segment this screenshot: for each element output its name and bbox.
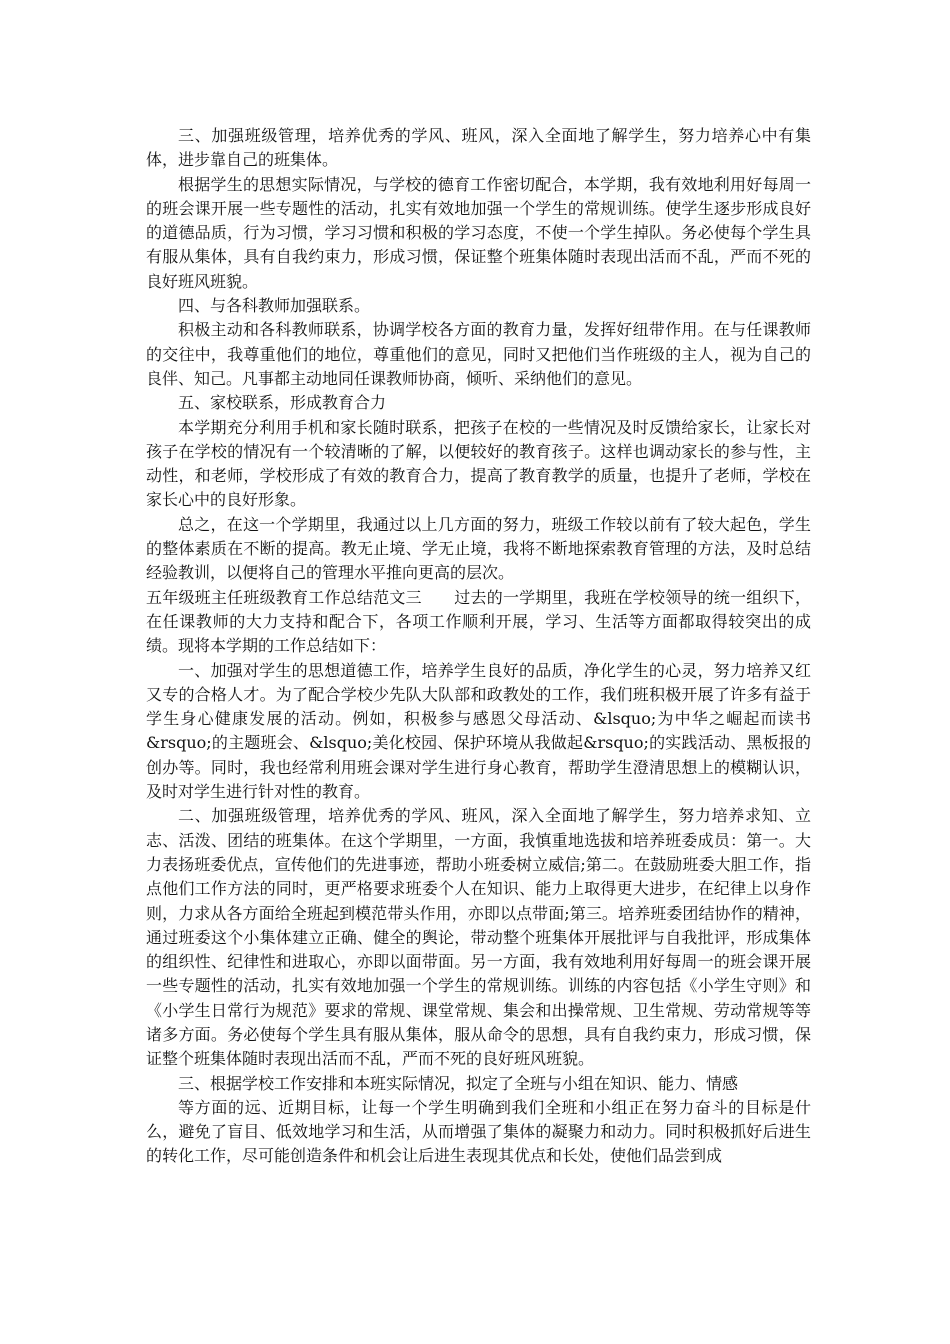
paragraph-sample-3-title: 五年级班主任班级教育工作总结范文三 过去的一学期里，我班在学校领导的统一组织下，在任课教师的大力支持和配合下，各项工作顺利开展，学习、生活等方面都取得较突出的成绩。现将本学期的工作总结如下： xyxy=(146,587,811,656)
paragraph-sample-3-part-3-heading: 三、根据学校工作安排和本班实际情况，拟定了全班与小组在知识、能力、情感 xyxy=(178,1073,739,1093)
document-body xyxy=(146,124,811,1169)
paragraph-sample-3-part-1: 一、加强对学生的思想道德工作，培养学生良好的品质，净化学生的心灵，努力培养又红又专的合格人才。为了配合学校少先队大队部和政教处的工作，我们班积极开展了许多有益于学生身心健康发展的活动。例如，积极参与感恩父母活动、&lsquo;为中华之崛起而读书&rsquo;的主题班会、&lsquo;美化校园、保护环境从我做起&rsquo;的实践活动、黑板报的创办等。同时，我也经常利用班会课对学生进行身心教育，帮助学生澄清思想上的模糊认识，及时对学生进行针对性的教育。 xyxy=(146,660,811,802)
paragraph-section-3-body: 根据学生的思想实际情况，与学校的德育工作密切配合，本学期，我有效地利用好每周一的班会课开展一些专题性的活动，扎实有效地加强一个学生的常规训练。使学生逐步形成良好的道德品质，行为习惯，学习习惯和积极的学习态度，不使一个学生掉队。务必使每个学生具有服从集体，具有自我约束力，形成习惯，保证整个班集体随时表现出活而不乱，严而不死的良好班风班貌。 xyxy=(146,174,811,291)
paragraph-section-4-heading: 四、与各科教师加强联系。 xyxy=(178,296,371,316)
paragraph-conclusion: 总之，在这一个学期里，我通过以上几方面的努力，班级工作较以前有了较大起色，学生的整体素质在不断的提高。教无止境、学无止境，我将不断地探索教育管理的方法，及时总结经验教训，以便将自己的管理水平推向更高的层次。 xyxy=(146,514,811,583)
paragraph-section-4-body: 积极主动和各科教师联系，协调学校各方面的教育力量，发挥好纽带作用。在与任课教师的交往中，我尊重他们的地位，尊重他们的意见，同时又把他们当作班级的主人，视为自己的良伴、知己。凡事都主动地同任课教师协商，倾听、采纳他们的意见。 xyxy=(146,320,811,388)
paragraph-section-5-body: 本学期充分利用手机和家长随时联系，把孩子在校的一些情况及时反馈给家长，让家长对孩子在学校的情况有一个较清晰的了解，以便较好的教育孩子。这样也调动家长的参与性，主动性，和老师，学校形成了有效的教育合力，提高了教育教学的质量，也提升了老师，学校在家长心中的良好形象。 xyxy=(146,417,811,510)
paragraph-section-3-heading: 三、加强班级管理，培养优秀的学风、班风，深入全面地了解学生，努力培养心中有集体，进步靠自己的班集体。 xyxy=(146,126,811,170)
paragraph-sample-3-part-2: 二、加强班级管理，培养优秀的学风、班风，深入全面地了解学生，努力培养求知、立志、活泼、团结的班集体。在这个学期里，一方面，我慎重地选拔和培养班委成员：第一。大力表扬班委优点，宣传他们的先进事迹，帮助小班委树立威信;第二。在鼓励班委大胆工作，指点他们工作方法的同时，更严格要求班委个人在知识、能力上取得更大进步，在纪律上以身作则，力求从各方面给全班起到模范带头作用，亦即以点带面;第三。培养班委团结协作的精神，通过班委这个小集体建立正确、健全的舆论，带动整个班集体开展批评与自我批评，形成集体的组织性、纪律性和进取心，亦即以面带面。另一方面，我有效地利用好每周一的班会课开展一些专题性的活动，扎实有效地加强一个学生的常规训练。训练的内容包括《小学生守则》和《小学生日常行为规范》要求的常规、课堂常规、集会和出操常规、卫生常规、劳动常规等等诸多方面。务必使每个学生具有服从集体，服从命令的思想，具有自我约束力，形成习惯，保证整个班集体随时表现出活而不乱，严而不死的良好班风班貌。 xyxy=(146,806,811,1069)
paragraph-section-5-heading: 五、家校联系，形成教育合力 xyxy=(178,393,387,413)
paragraph-sample-3-part-3-body: 等方面的远、近期目标，让每一个学生明确到我们全班和小组正在努力奋斗的目标是什么，避免了盲目、低效地学习和生活，从而增强了集体的凝聚力和动力。同时积极抓好后进生的转化工作，尽可能创造条件和机会让后进生表现其优点和长处，使他们品尝到成 xyxy=(146,1097,811,1166)
